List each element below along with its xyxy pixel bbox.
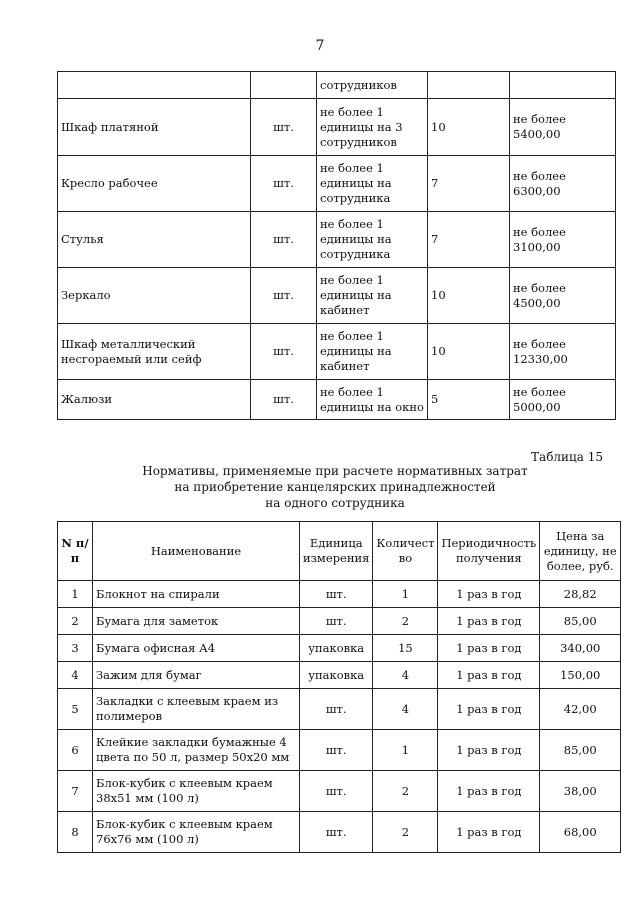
item-price: 42,00	[540, 689, 621, 730]
item-unit: шт.	[251, 268, 317, 324]
item-name: Зеркало	[58, 268, 251, 324]
item-norm: не более 1 единицы на сотрудника	[317, 212, 428, 268]
item-period: 5	[428, 380, 510, 420]
item-unit: шт.	[300, 581, 373, 608]
item-period: 7	[428, 212, 510, 268]
table-row	[58, 99, 616, 156]
item-qty: 4	[373, 662, 438, 689]
item-period: 1 раз в год	[438, 812, 540, 853]
item-name: Стулья	[58, 212, 251, 268]
table-row	[58, 635, 621, 662]
item-unit: шт.	[300, 730, 373, 771]
item-price: не более 4500,00	[510, 268, 616, 324]
item-norm: не более 1 единицы на окно	[317, 380, 428, 420]
item-price: не более 5400,00	[510, 99, 616, 156]
item-price: не более 6300,00	[510, 156, 616, 212]
table-row	[58, 730, 621, 771]
item-unit: шт.	[300, 689, 373, 730]
item-name	[58, 72, 251, 99]
table-title-line: на одного сотрудника	[265, 496, 405, 510]
item-period: 1 раз в год	[438, 662, 540, 689]
item-unit: шт.	[251, 324, 317, 380]
item-price: 28,82	[540, 581, 621, 608]
item-period: 7	[428, 156, 510, 212]
item-period	[428, 72, 510, 99]
table-title	[0, 463, 640, 511]
item-name: Шкаф платяной	[58, 99, 251, 156]
header-unit: Единица измерения	[300, 522, 373, 581]
table-row	[58, 268, 616, 324]
table-header-row	[58, 522, 621, 581]
item-unit: шт.	[251, 212, 317, 268]
row-number: 7	[58, 771, 93, 812]
row-number: 4	[58, 662, 93, 689]
item-period: 10	[428, 268, 510, 324]
table-row	[58, 156, 616, 212]
item-period: 1 раз в год	[438, 635, 540, 662]
item-price: не более 3100,00	[510, 212, 616, 268]
item-name: Блок-кубик с клеевым краем 76х76 мм (100 л)	[93, 812, 300, 853]
item-qty: 4	[373, 689, 438, 730]
item-price: не более 12330,00	[510, 324, 616, 380]
furniture-table	[57, 71, 616, 420]
header-period: Периодичность получения	[438, 522, 540, 581]
header-qty: Количество	[373, 522, 438, 581]
item-qty: 2	[373, 771, 438, 812]
item-name: Жалюзи	[58, 380, 251, 420]
item-name: Блокнот на спирали	[93, 581, 300, 608]
item-price: не более 5000,00	[510, 380, 616, 420]
header-price: Цена за единицу, не более, руб.	[540, 522, 621, 581]
item-unit: шт.	[300, 771, 373, 812]
item-period: 1 раз в год	[438, 730, 540, 771]
item-price: 38,00	[540, 771, 621, 812]
table-title-line: Нормативы, применяемые при расчете нормативных затрат	[142, 464, 528, 478]
item-name: Блок-кубик с клеевым краем 38х51 мм (100 л)	[93, 771, 300, 812]
item-unit: упаковка	[300, 662, 373, 689]
page-number: 7	[315, 38, 325, 54]
item-period: 1 раз в год	[438, 689, 540, 730]
item-price: 150,00	[540, 662, 621, 689]
item-price	[510, 72, 616, 99]
row-number: 5	[58, 689, 93, 730]
row-number: 6	[58, 730, 93, 771]
item-name: Бумага для заметок	[93, 608, 300, 635]
item-unit: шт.	[300, 608, 373, 635]
header-n: N п/п	[58, 522, 93, 581]
table-row	[58, 380, 616, 420]
table-row	[58, 771, 621, 812]
item-period: 10	[428, 99, 510, 156]
table-row	[58, 72, 616, 99]
item-price: 340,00	[540, 635, 621, 662]
table-label: Таблица 15	[531, 450, 603, 464]
item-name: Бумага офисная А4	[93, 635, 300, 662]
table-row	[58, 689, 621, 730]
item-name: Клейкие закладки бумажные 4 цвета по 50 л, размер 50х20 мм	[93, 730, 300, 771]
item-period: 1 раз в год	[438, 608, 540, 635]
item-price: 85,00	[540, 730, 621, 771]
item-period: 1 раз в год	[438, 581, 540, 608]
item-qty: 2	[373, 608, 438, 635]
item-unit: шт.	[300, 812, 373, 853]
table-row	[58, 812, 621, 853]
row-number: 1	[58, 581, 93, 608]
item-period: 1 раз в год	[438, 771, 540, 812]
item-norm: не более 1 единицы на кабинет	[317, 324, 428, 380]
item-unit: шт.	[251, 156, 317, 212]
item-qty: 2	[373, 812, 438, 853]
table-row	[58, 324, 616, 380]
item-norm: сотрудников	[317, 72, 428, 99]
table-row	[58, 608, 621, 635]
item-name: Кресло рабочее	[58, 156, 251, 212]
item-name: Закладки с клеевым краем из полимеров	[93, 689, 300, 730]
item-name: Шкаф металлический несгораемый или сейф	[58, 324, 251, 380]
stationery-table	[57, 521, 621, 853]
row-number: 3	[58, 635, 93, 662]
item-qty: 1	[373, 581, 438, 608]
table-row	[58, 662, 621, 689]
item-price: 68,00	[540, 812, 621, 853]
item-norm: не более 1 единицы на кабинет	[317, 268, 428, 324]
row-number: 8	[58, 812, 93, 853]
table-title-line: на приобретение канцелярских принадлежностей	[174, 480, 496, 494]
item-price: 85,00	[540, 608, 621, 635]
item-qty: 15	[373, 635, 438, 662]
item-unit: шт.	[251, 380, 317, 420]
header-name: Наименование	[93, 522, 300, 581]
item-unit: шт.	[251, 99, 317, 156]
item-norm: не более 1 единицы на 3 сотрудников	[317, 99, 428, 156]
item-qty: 1	[373, 730, 438, 771]
item-unit	[251, 72, 317, 99]
item-name: Зажим для бумаг	[93, 662, 300, 689]
row-number: 2	[58, 608, 93, 635]
table-row	[58, 581, 621, 608]
item-unit: упаковка	[300, 635, 373, 662]
table-row	[58, 212, 616, 268]
item-period: 10	[428, 324, 510, 380]
item-norm: не более 1 единицы на сотрудника	[317, 156, 428, 212]
